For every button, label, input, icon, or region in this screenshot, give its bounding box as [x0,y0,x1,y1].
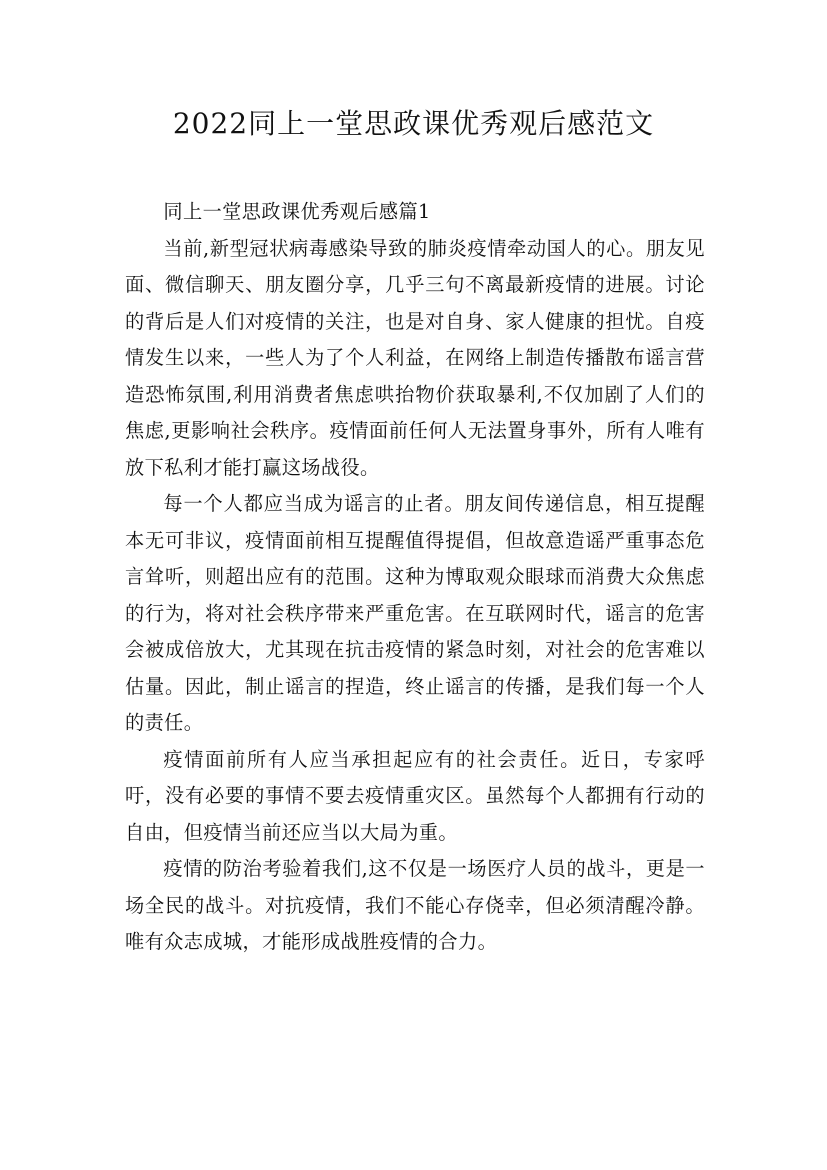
paragraph-3: 疫情面前所有人应当承担起应有的社会责任。近日，专家呼吁，没有必要的事情不要去疫情重灾区。虽然每个人都拥有行动的自由，但疫情当前还应当以大局为重。 [125,747,705,844]
document-body [125,194,705,961]
document-title: 2022同上一堂思政课优秀观后感范文 [172,107,655,140]
paragraph-2: 每一个人都应当成为谣言的止者。朋友间传递信息，相互提醒本无可非议，疫情面前相互提醒值得提倡，但故意造谣严重事态危言耸听，则超出应有的范围。这种为博取观众眼球而消费大众焦虑的行为，将对社会秩序带来严重危害。在互联网时代，谣言的危害会被成倍放大，尤其现在抗击疫情的紧急时刻，对社会的危害难以估量。因此，制止谣言的捏造，终止谣言的传播，是我们每一个人的责任。 [125,492,705,734]
paragraph-1: 当前,新型冠状病毒感染导致的肺炎疫情牵动国人的心。朋友见面、微信聊天、朋友圈分享，几乎三句不离最新疫情的进展。讨论的背后是人们对疫情的关注，也是对自身、家人健康的担忧。自疫情发生以来，一些人为了个人利益，在网络上制造传播散布谣言营造恐怖氛围,利用消费者焦虑哄抬物价获取暴利,不仅加剧了人们的焦虑,更影响社会秩序。疫情面前任何人无法置身事外，所有人唯有放下私利才能打赢这场战役。 [125,236,705,479]
section-heading: 同上一堂思政课优秀观后感篇1 [163,200,431,223]
paragraph-4: 疫情的防治考验着我们,这不仅是一场医疗人员的战斗，更是一场全民的战斗。对抗疫情，我们不能心存侥幸，但必须清醒冷静。唯有众志成城，才能形成战胜疫情的合力。 [125,857,705,953]
